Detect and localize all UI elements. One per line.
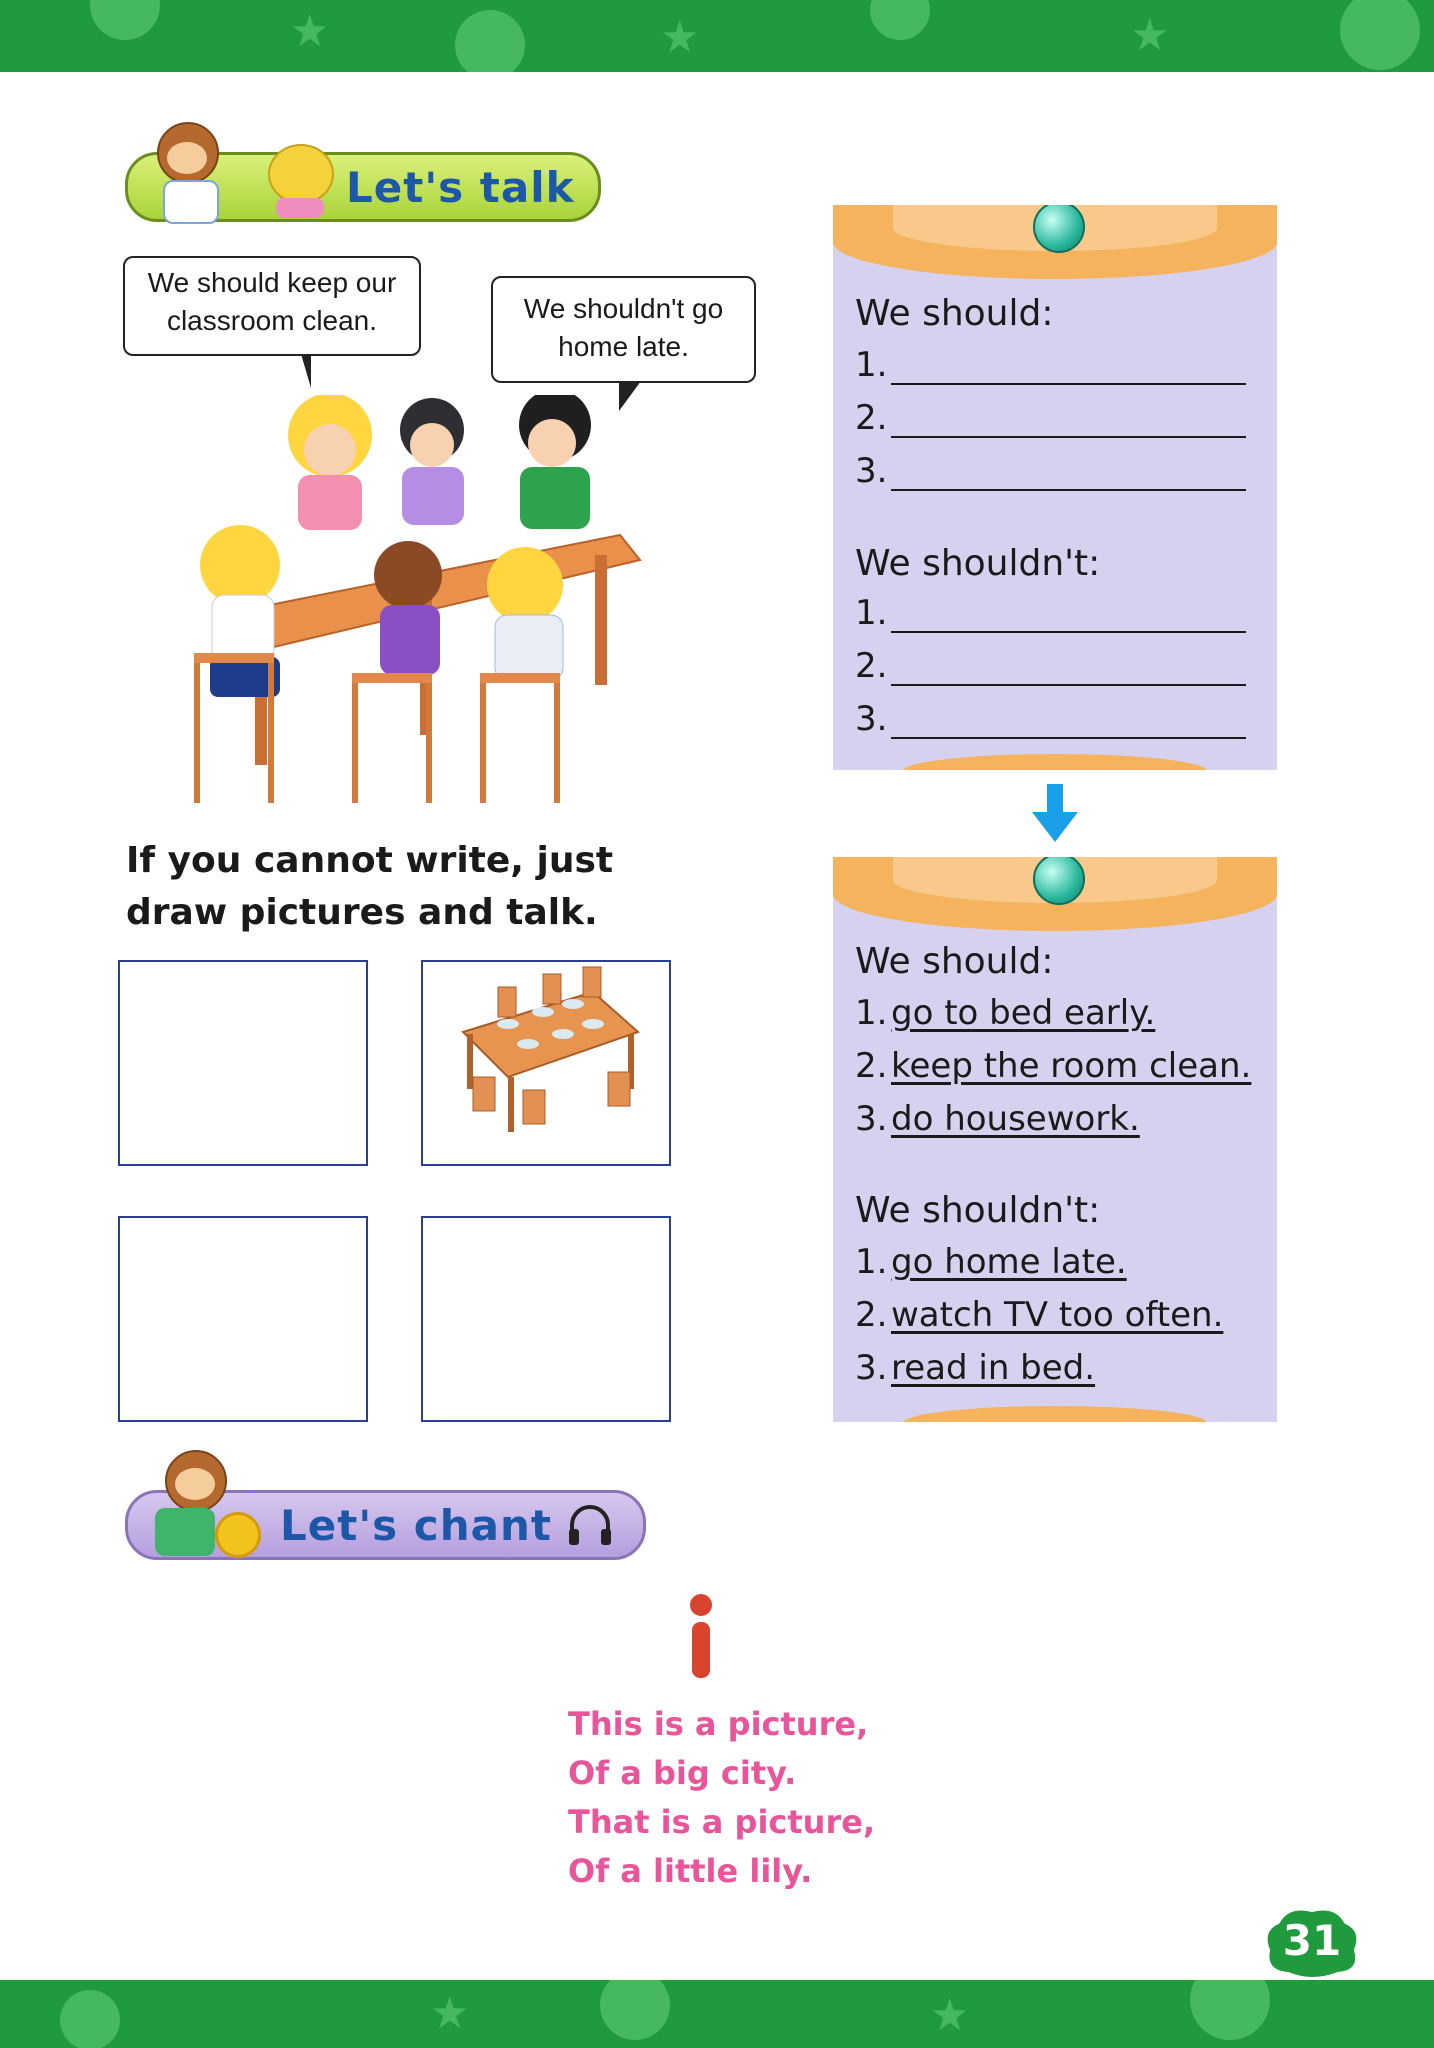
cat-mascot-icon <box>262 140 342 220</box>
chant-line-2: Of a big city. <box>568 1754 797 1792</box>
children-at-table-illustration <box>180 395 650 805</box>
shouldnt-heading: We shouldn't: <box>855 1190 1101 1231</box>
should-answer-1: 1. go to bed early. <box>855 993 1156 1033</box>
shouldnt-answer-1: 1. go home late. <box>855 1242 1127 1282</box>
should-answer-2: 2. keep the room clean. <box>855 1046 1252 1086</box>
down-arrow-icon <box>1032 784 1078 844</box>
drawing-box-4[interactable] <box>421 1216 671 1422</box>
drawing-instruction: If you cannot write, just draw pictures and talk. <box>126 840 614 933</box>
shouldnt-blank-3[interactable]: 3. <box>855 689 1246 739</box>
shouldnt-heading: We shouldn't: <box>855 543 1101 584</box>
speech-bubble-right <box>491 276 756 383</box>
drawing-box-2[interactable] <box>421 960 671 1166</box>
chant-line-3: That is a picture, <box>568 1803 876 1841</box>
should-answer-3: 3. do housework. <box>855 1099 1140 1139</box>
lets-talk-title: Let's talk <box>346 162 575 212</box>
worksheet-card-filled <box>833 857 1277 1422</box>
top-decorative-band: ★ ★ ★ <box>0 0 1434 72</box>
speech-bubble-right-text: We shouldn't go home late. <box>523 293 724 362</box>
chant-line-4: Of a little lily. <box>568 1852 813 1890</box>
chant-line-1: This is a picture, <box>568 1705 869 1743</box>
should-blank-1[interactable]: 1. <box>855 335 1246 385</box>
page-number-badge <box>1258 1902 1366 1982</box>
speech-bubble-left <box>123 256 421 356</box>
letter-i-glyph <box>688 1594 714 1678</box>
drawing-box-3[interactable] <box>118 1216 368 1422</box>
dining-table-picture <box>423 962 669 1164</box>
shouldnt-blank-2[interactable]: 2. <box>855 636 1246 686</box>
headphones-icon[interactable] <box>566 1503 614 1547</box>
monkey-mascot-icon <box>145 122 235 222</box>
should-heading: We should: <box>855 941 1054 982</box>
shouldnt-blank-1[interactable]: 1. <box>855 583 1246 633</box>
should-heading: We should: <box>855 293 1054 334</box>
chant-lyrics <box>568 1700 875 1896</box>
worksheet-card-blank <box>833 205 1277 770</box>
shouldnt-answer-3: 3. read in bed. <box>855 1348 1096 1388</box>
lets-chant-title: Let's chant <box>280 1500 552 1550</box>
should-blank-3[interactable]: 3. <box>855 441 1246 491</box>
should-blank-2[interactable]: 2. <box>855 388 1246 438</box>
drawing-box-1[interactable] <box>118 960 368 1166</box>
speech-bubble-left-text: We should keep our classroom clean. <box>147 267 397 336</box>
page-number: 31 <box>1282 1916 1342 1965</box>
monkey-drummer-icon <box>135 1450 260 1580</box>
bottom-decorative-band: ★ ★ <box>0 1980 1434 2048</box>
shouldnt-answer-2: 2. watch TV too often. <box>855 1295 1224 1335</box>
